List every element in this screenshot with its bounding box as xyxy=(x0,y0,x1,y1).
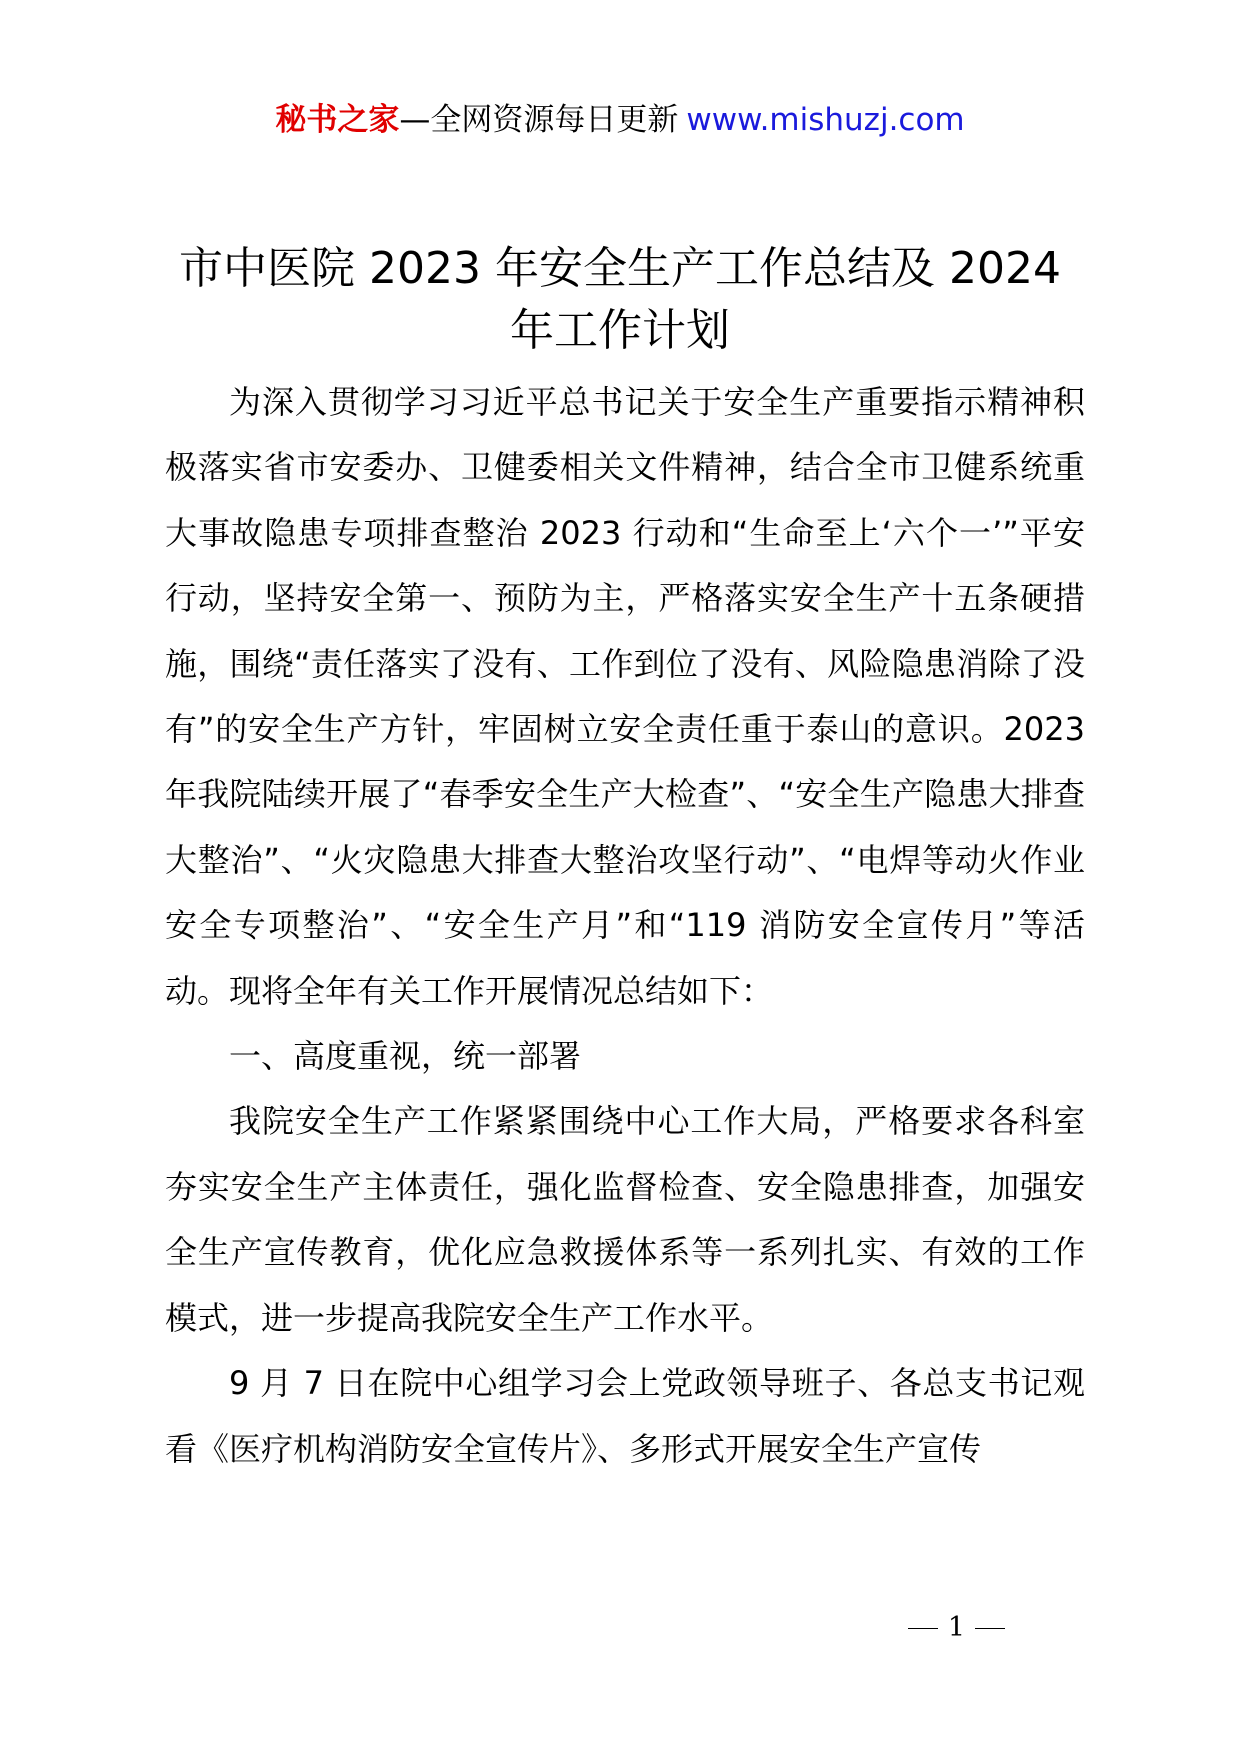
site-tagline: —全网资源每日更新 xyxy=(399,102,679,138)
document-title xyxy=(150,238,1090,362)
page-number-dash-right xyxy=(975,1628,1005,1629)
site-header xyxy=(0,100,1240,140)
paragraph-section-1-cont: 9 月 7 日在院中心组学习会上党政领导班子、各总支书记观看《医疗机构消防安全宣传片》、多形式开展安全生产宣传 xyxy=(165,1364,1085,1468)
paragraph-section-1: 我院安全生产工作紧紧围绕中心工作大局，严格要求各科室夯实安全生产主体责任，强化监督检查、安全隐患排查，加强安全生产宣传教育，优化应急救援体系等一系列扎实、有效的工作模式，进一步提高我院安全生产工作水平。 xyxy=(165,1102,1085,1337)
title-line-1: 市中医院 2023 年安全生产工作总结及 2024 xyxy=(179,243,1061,294)
site-url-link[interactable]: www.mishuzj.com xyxy=(686,102,965,138)
document-body xyxy=(165,370,1085,1482)
page-number-dash-left xyxy=(908,1628,938,1629)
paragraph-intro: 为深入贯彻学习习近平总书记关于安全生产重要指示精神积极落实省市安委办、卫健委相关文件精神，结合全市卫健系统重大事故隐患专项排查整治 2023 行动和“生命至上‘六个一’”平安行动，坚持安全第一、预防为主，严格落实安全生产十五条硬措施，围绕“责任落实了没有、工作到位了没有、风险隐患消除了没有”的安全生产方针，牢固树立安全责任重于泰山的意识。2023 年我院陆续开展了“春季安全生产大检查”、“安全生产隐患大排查大整治”、“火灾隐患大排查大整治攻坚行动”、“电焊等动火作业安全专项整治”、“安全生产月”和“119 消防安全宣传月”等活动。现将全年有关工作开展情况总结如下： xyxy=(165,383,1085,1010)
page-number-value: 1 xyxy=(947,1612,965,1643)
section-heading-1: 一、高度重视，统一部署 xyxy=(229,1037,582,1076)
site-brand: 秘书之家 xyxy=(275,102,400,138)
title-line-2: 年工作计划 xyxy=(510,305,730,356)
page-number xyxy=(0,1612,1240,1643)
